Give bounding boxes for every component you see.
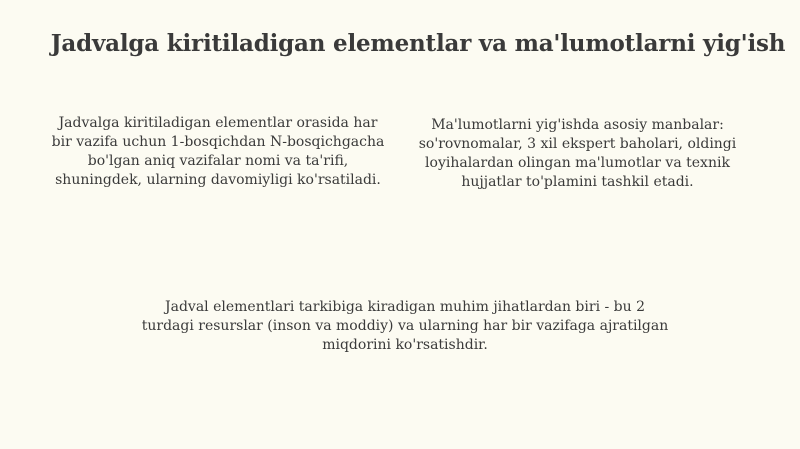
paragraph-data-sources: Ma'lumotlarni yig'ishda asosiy manbalar: so'rovnomalar, 3 xil ekspert baholari, oldingi loyihalardan olingan ma'lumotlar va texnik hujjatlar to'plamini tashkil etadi.: [418, 117, 737, 190]
paragraph-table-elements: Jadvalga kiritiladigan elementlar orasida har bir vazifa uchun 1-bosqichdan N-bosqichgacha bo'lgan aniq vazifalar nomi va ta'rifi, shuningdek, ularning davomiyligi ko'rsatiladi.: [51, 115, 385, 188]
paragraph-resources: Jadval elementlari tarkibiga kiradigan muhim jihatlardan biri - bu 2 turdagi resurslar (inson va moddiy) va ularning har bir vazifaga ajratilgan miqdorini ko'rsatishdir.: [141, 299, 669, 353]
slide-title: Jadvalga kiritiladigan elementlar va ma'lumotlarni yig'ish: [50, 30, 786, 57]
